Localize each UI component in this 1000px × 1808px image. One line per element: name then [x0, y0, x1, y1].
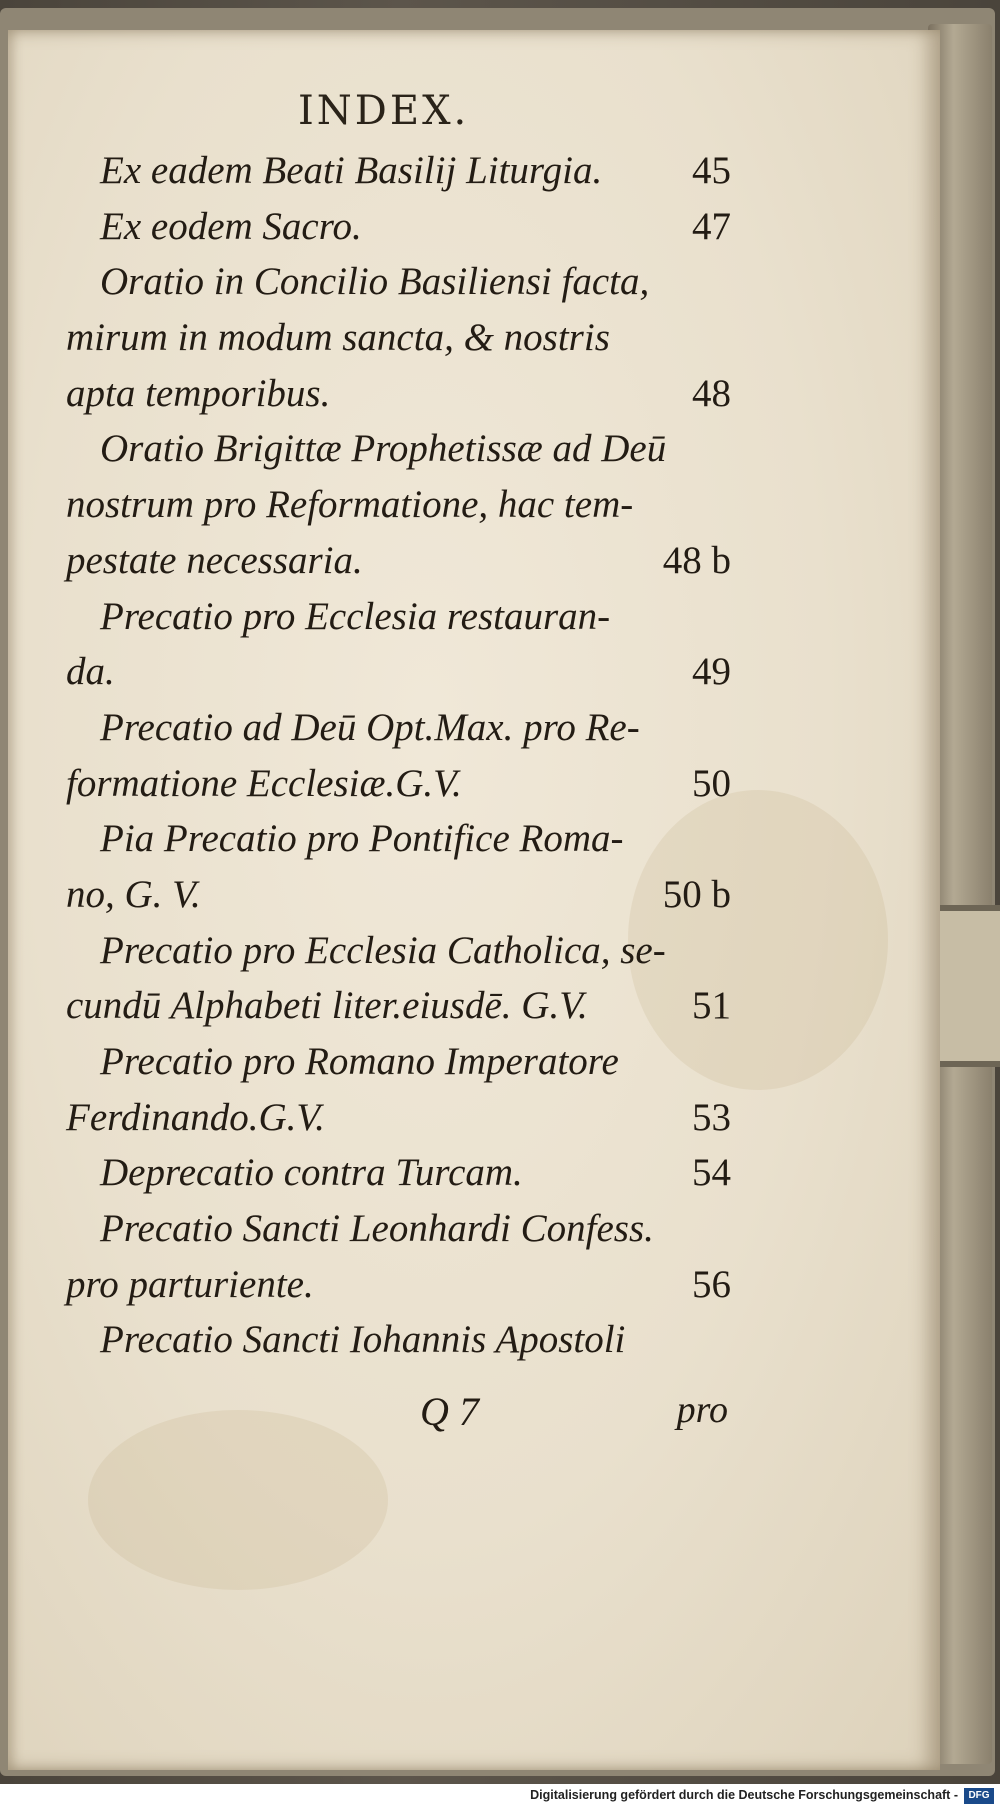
entry-page-number: 45: [692, 149, 731, 192]
entry-text: apta temporibus.: [66, 371, 331, 415]
index-entry: [66, 1257, 731, 1313]
index-entry: [66, 1090, 731, 1146]
index-entry: [66, 366, 731, 422]
index-entry: [66, 700, 731, 756]
entry-page-number: 54: [692, 1151, 731, 1195]
dfg-logo: DFG: [964, 1788, 994, 1804]
entry-page-number: 51: [692, 984, 731, 1028]
index-entry: [66, 254, 731, 310]
entry-page-number: 48: [692, 371, 731, 415]
entry-text: da.: [66, 650, 115, 694]
index-entry: [66, 533, 731, 589]
index-entry: [66, 1312, 731, 1368]
entry-text: nostrum pro Reformatione, hac tem-: [66, 483, 634, 527]
entry-text: Precatio Sancti Iohannis Apostoli: [100, 1318, 626, 1362]
entry-text: Precatio pro Romano Imperatore: [100, 1040, 619, 1083]
index-entry: [66, 1034, 731, 1090]
entry-text: Pia Precatio pro Pontifice Roma-: [100, 817, 624, 861]
entry-page-number: 49: [692, 650, 731, 694]
entry-text: pro parturiente.: [66, 1262, 314, 1306]
digitization-credit: Digitalisierung gefördert durch die Deutsche Forschungsgemeinschaft -: [530, 1788, 958, 1802]
index-entry: [66, 421, 731, 477]
index-entry: [66, 589, 731, 645]
catchword: pro: [676, 1389, 728, 1431]
index-entry: [66, 756, 731, 812]
page-footer-line: [8, 1388, 728, 1448]
index-entry: [66, 811, 731, 867]
page-title: INDEX.: [298, 88, 470, 134]
index-entry: [66, 923, 731, 979]
entry-text: Precatio Sancti Leonhardi Confess.: [100, 1207, 654, 1251]
entry-text: Ex eadem Beati Basilij Liturgia.: [100, 149, 603, 192]
entry-text: Ferdinando.G.V.: [66, 1095, 325, 1139]
index-entry: [66, 477, 731, 533]
entry-text: cundū Alphabeti liter.eiusdē. G.V.: [66, 984, 588, 1028]
credit-bar: [0, 1784, 1000, 1808]
entry-page-number: 50 b: [662, 872, 731, 916]
entry-page-number: 48 b: [662, 538, 731, 582]
entry-text: Oratio in Concilio Basiliensi facta,: [100, 260, 650, 304]
index-entry: [66, 1201, 731, 1257]
entry-text: Precatio pro Ecclesia restauran-: [100, 594, 611, 638]
index-entry: [66, 867, 731, 923]
entry-text: Precatio ad Deū Opt.Max. pro Re-: [100, 705, 640, 749]
entry-page-number: 53: [692, 1095, 731, 1139]
book-page: [8, 30, 940, 1770]
entry-text: Precatio pro Ecclesia Catholica, se-: [100, 928, 666, 972]
entry-text: no, G. V.: [66, 872, 201, 916]
entry-text: Deprecatio contra Turcam.: [100, 1151, 523, 1195]
index-entries: [66, 143, 731, 1368]
index-entry: [66, 199, 731, 255]
entry-text: Oratio Brigittæ Prophetissæ ad Deū: [100, 427, 667, 471]
entry-page-number: 50: [692, 761, 731, 805]
entry-text: formatione Ecclesiæ.G.V.: [66, 761, 462, 805]
entry-text: Ex eodem Sacro.: [100, 204, 362, 248]
index-entry: [66, 978, 731, 1034]
entry-text: pestate necessaria.: [66, 538, 363, 582]
signature-mark: Q 7: [420, 1389, 479, 1434]
index-entry: [66, 1145, 731, 1201]
entry-page-number: 47: [692, 204, 731, 248]
entry-page-number: 56: [692, 1262, 731, 1306]
index-entry: [66, 143, 731, 199]
index-entry: [66, 644, 731, 700]
entry-text: mirum in modum sancta, & nostris: [66, 316, 610, 360]
index-entry: [66, 310, 731, 366]
